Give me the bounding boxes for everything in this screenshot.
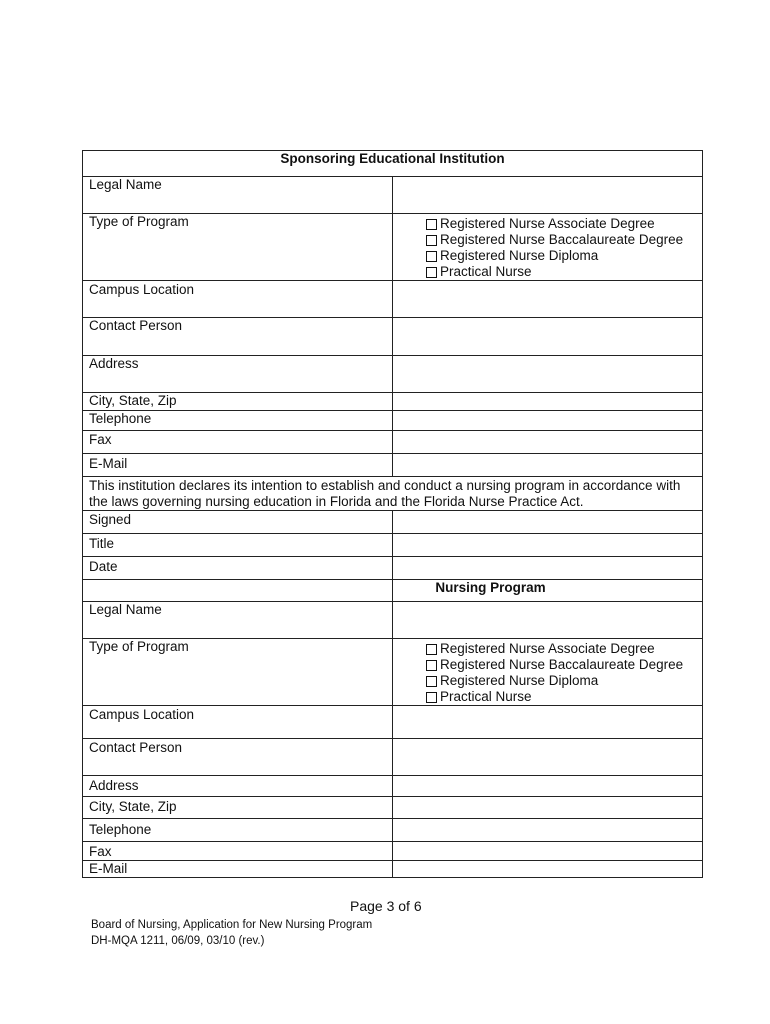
checkbox-icon[interactable]: [426, 692, 437, 703]
program-option-rn-baccalaureate[interactable]: Registered Nurse Baccalaureate Degree: [426, 232, 696, 248]
legal-name-field[interactable]: [393, 177, 703, 214]
np-contact-person-label: Contact Person: [83, 739, 393, 776]
declaration-text: This institution declares its intention to establish and conduct a nursing program in accordance with the laws governing nursing education in Florida and the Florida Nurse Practice Act.: [83, 477, 703, 511]
title-field[interactable]: [393, 534, 703, 557]
signed-label: Signed: [83, 511, 393, 534]
signed-field[interactable]: [393, 511, 703, 534]
telephone-label: Telephone: [83, 411, 393, 431]
np-email-label: E-Mail: [83, 861, 393, 878]
checkbox-icon[interactable]: [426, 644, 437, 655]
contact-person-field[interactable]: [393, 318, 703, 356]
checkbox-icon[interactable]: [426, 235, 437, 246]
address-field[interactable]: [393, 356, 703, 393]
np-program-option-practical-nurse[interactable]: Practical Nurse: [426, 689, 696, 705]
section-heading-sponsoring-institution: Sponsoring Educational Institution: [83, 151, 703, 177]
checkbox-icon[interactable]: [426, 219, 437, 230]
telephone-field[interactable]: [393, 411, 703, 431]
np-city-state-zip-label: City, State, Zip: [83, 797, 393, 819]
contact-person-label: Contact Person: [83, 318, 393, 356]
np-type-of-program-options: [393, 639, 703, 706]
checkbox-icon[interactable]: [426, 676, 437, 687]
np-email-field[interactable]: [393, 861, 703, 878]
np-campus-location-field[interactable]: [393, 706, 703, 739]
date-label: Date: [83, 557, 393, 580]
checkbox-icon[interactable]: [426, 267, 437, 278]
email-label: E-Mail: [83, 454, 393, 477]
fax-field[interactable]: [393, 431, 703, 454]
np-type-of-program-label: Type of Program: [83, 639, 393, 706]
city-state-zip-field[interactable]: [393, 393, 703, 411]
section-heading-nursing-program: Nursing Program: [393, 580, 703, 602]
address-label: Address: [83, 356, 393, 393]
application-form-table: [82, 150, 703, 878]
email-field[interactable]: [393, 454, 703, 477]
np-program-option-rn-associate[interactable]: Registered Nurse Associate Degree: [426, 641, 696, 657]
checkbox-icon[interactable]: [426, 660, 437, 671]
type-of-program-label: Type of Program: [83, 214, 393, 281]
np-program-option-rn-diploma[interactable]: Registered Nurse Diploma: [426, 673, 696, 689]
campus-location-field[interactable]: [393, 281, 703, 318]
title-label: Title: [83, 534, 393, 557]
np-address-field[interactable]: [393, 776, 703, 797]
footer-form-number: DH-MQA 1211, 06/09, 03/10 (rev.): [91, 935, 265, 947]
date-field[interactable]: [393, 557, 703, 580]
program-option-rn-diploma[interactable]: Registered Nurse Diploma: [426, 248, 696, 264]
program-option-practical-nurse[interactable]: Practical Nurse: [426, 264, 696, 280]
program-option-rn-associate[interactable]: Registered Nurse Associate Degree: [426, 216, 696, 232]
np-campus-location-label: Campus Location: [83, 706, 393, 739]
np-telephone-label: Telephone: [83, 819, 393, 842]
np-contact-person-field[interactable]: [393, 739, 703, 776]
np-city-state-zip-field[interactable]: [393, 797, 703, 819]
legal-name-label: Legal Name: [83, 177, 393, 214]
np-program-option-rn-baccalaureate[interactable]: Registered Nurse Baccalaureate Degree: [426, 657, 696, 673]
type-of-program-options: [393, 214, 703, 281]
np-legal-name-field[interactable]: [393, 602, 703, 639]
fax-label: Fax: [83, 431, 393, 454]
np-telephone-field[interactable]: [393, 819, 703, 842]
section2-heading-spacer: [83, 580, 393, 602]
checkbox-icon[interactable]: [426, 251, 437, 262]
np-fax-label: Fax: [83, 842, 393, 861]
np-fax-field[interactable]: [393, 842, 703, 861]
footer-form-title: Board of Nursing, Application for New Nursing Program: [91, 919, 373, 931]
np-address-label: Address: [83, 776, 393, 797]
city-state-zip-label: City, State, Zip: [83, 393, 393, 411]
page-number: Page 3 of 6: [350, 898, 422, 914]
campus-location-label: Campus Location: [83, 281, 393, 318]
np-legal-name-label: Legal Name: [83, 602, 393, 639]
